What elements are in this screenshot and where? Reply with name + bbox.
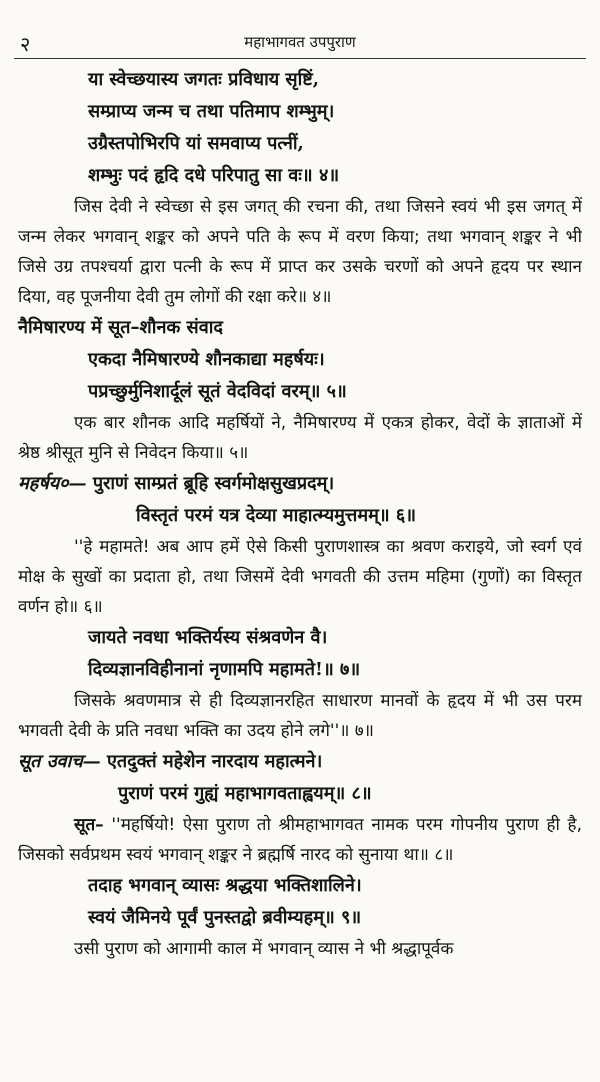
verse-line [18,746,582,778]
section-heading: नैमिषारण्य में सूत–शौनक संवाद [18,317,223,338]
verse-line: दिव्यज्ञानविहीनानां नृणामपि महामते!॥ ७॥ [88,659,361,680]
verse-line: उग्रैस्तपोभिरपि यां समवाप्य पत्नीं, [88,133,304,154]
verse-line: या स्वेच्छयास्य जगतः प्रविधाय सृष्टिं, [88,69,320,90]
speaker-label: सूत– [74,815,104,835]
translation-paragraph: जिसके श्रवणमात्र से ही दिव्यज्ञानरहित साधारण मानवों के हृदय में भी उस परम भगवती देवी के प्रति नवधा भक्ति का उदय होने लगे''॥ ७॥ [18,691,582,741]
page-header [0,30,600,58]
speaker-label: महर्षय०— [18,473,87,494]
verse-line: जायते नवधा भक्तिर्यस्य संश्रवणेन वै। [88,627,328,648]
verse-line: तदाह भगवान् व्यासः श्रद्धया भक्तिशालिने। [88,875,362,896]
translation-paragraph: ''हे महामते! अब आप हमें ऐसे किसी पुराणशास्त्र का श्रवण कराइये, जो स्वर्ग एवं मोक्ष के सुखों का प्रदाता हो, तथा जिसमें देवी भगवती की उत्तम महिमा (गुणों) का विस्तृत वर्णन हो॥ ६॥ [18,537,582,617]
verse-text: पुराणं साम्प्रतं ब्रूहि स्वर्गमोक्षसुखप्रदम्। [92,473,335,494]
speaker-label: सूत उवाच— [18,751,101,772]
translation-paragraph: एक बार शौनक आदि महर्षियों ने, नैमिषारण्य में एकत्र होकर, वेदों के ज्ञाताओं में श्रेष्ठ श्रीसूत मुनि से निवेदन किया॥ ५॥ [18,413,582,463]
header-rule [14,58,586,59]
verse-line [18,468,582,500]
verse-line: पुराणं परमं गुह्यं महाभागवताह्वयम्॥ ८॥ [118,783,372,804]
verse-line: विस्तृतं परमं यत्र देव्या माहात्म्यमुत्तमम्॥ ६॥ [136,505,417,526]
verse-line: स्वयं जैमिनये पूर्वं पुनस्तद्वो ब्रवीम्यहम्॥ ९॥ [88,907,362,928]
verse-text: एतदुक्तं महेशेन नारदाय महात्मने। [106,751,323,772]
verse-line: एकदा नैमिषारण्ये शौनकाद्या महर्षयः। [88,349,325,370]
verse-line: सम्प्राप्य जन्म च तथा पतिमाप शम्भुम्। [88,101,335,122]
page-body [18,64,582,964]
verse-line: पप्रच्छुर्मुनिशार्दूलं सूतं वेदविदां वरम्॥ ५॥ [88,381,347,402]
page-number: २ [20,32,31,56]
translation-paragraph: जिस देवी ने स्वेच्छा से इस जगत् की रचना की, तथा जिसने स्वयं भी इस जगत् में जन्म लेकर भगवान् शङ्कर को अपने पति के रूप में वरण किया; तथा भगवान् शङ्कर ने भी जिसे उग्र तपश्चर्या द्वारा पत्नी के रूप में प्राप्त कर उसके चरणों को अपने हृदय पर स्थान दिया, वह पूजनीया देवी तुम लोगों की रक्षा करे॥ ४॥ [18,197,582,307]
running-title: महाभागवत उपपुराण [244,33,356,51]
translation-text: ''महर्षियो! ऐसा पुराण तो श्रीमहाभागवत नामक परम गोपनीय पुराण ही है, जिसको सर्वप्रथम स्वयं भगवान् शङ्कर ने ब्रह्मर्षि नारद को सुनाया था॥ ८॥ [18,815,582,865]
translation-paragraph: उसी पुराण को आगामी काल में भगवान् व्यास ने भी श्रद्धापूर्वक [74,939,454,959]
translation-paragraph [18,810,582,870]
verse-line: शम्भुः पदं हृदि दधे परिपातु सा वः॥ ४॥ [88,165,340,186]
